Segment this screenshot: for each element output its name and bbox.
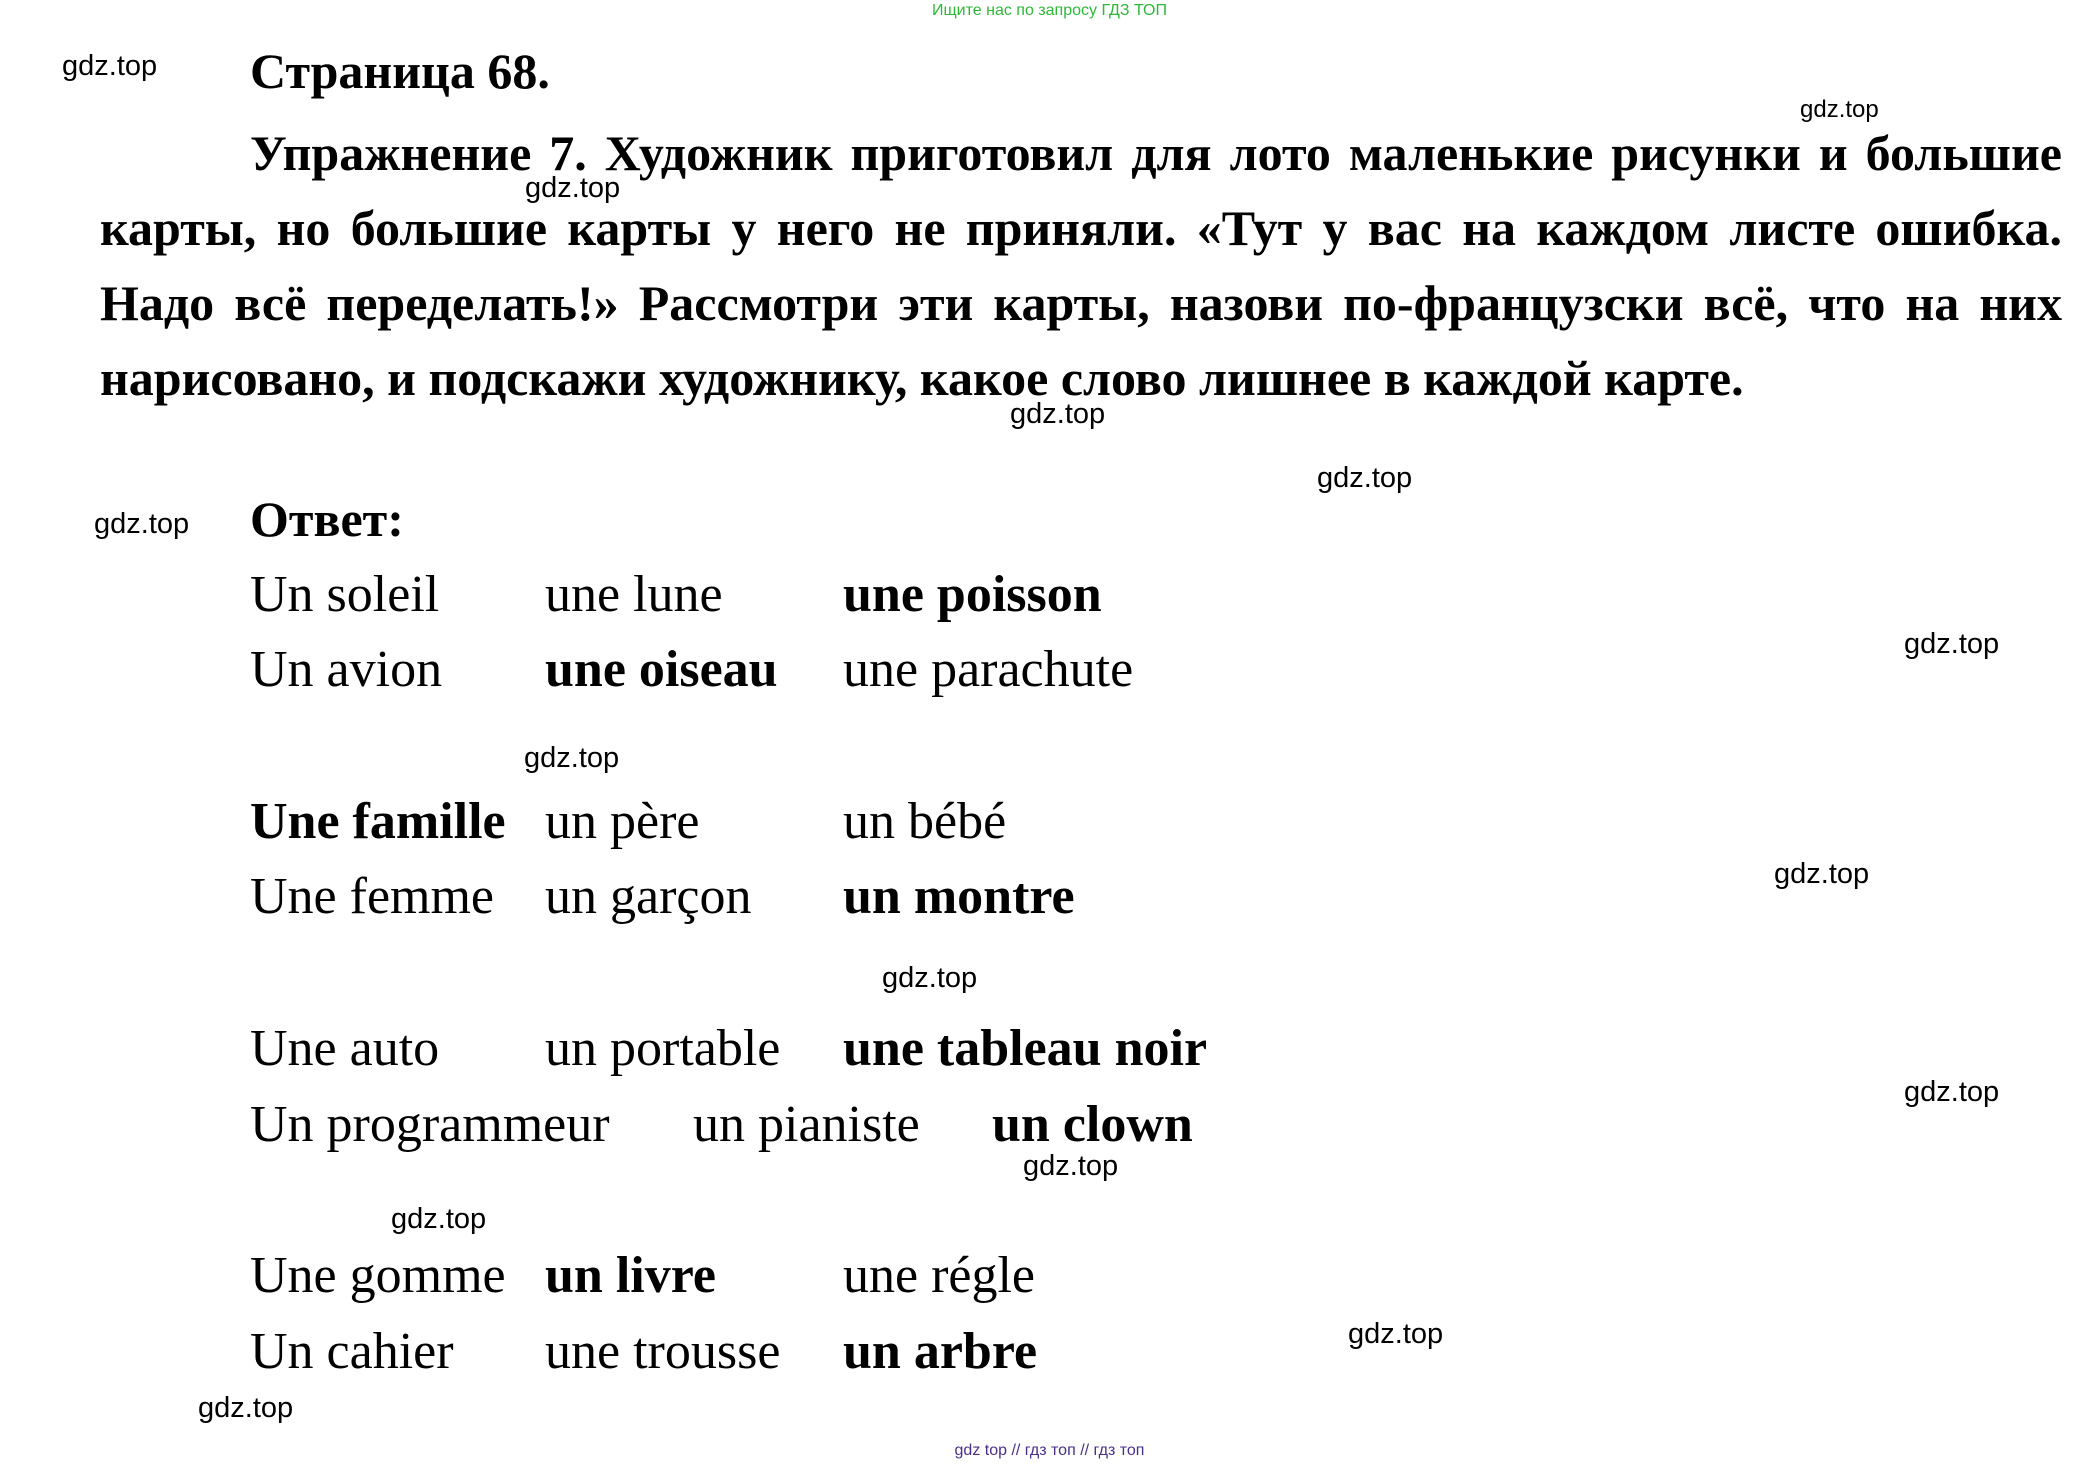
card-2-row-1-word-1-odd: Une famille <box>250 793 506 850</box>
card-1-row-1-word-2: une lune <box>545 566 723 623</box>
card-2-row-1-word-3: un bébé <box>843 793 1007 850</box>
card-2-row-2-word-1: Une femme <box>250 868 495 925</box>
watermark: gdz.top <box>1800 96 1879 123</box>
watermark: gdz.top <box>94 508 190 540</box>
card-1-row-1-word-3-odd: une poisson <box>843 566 1102 623</box>
page-title: Страница 68. <box>250 43 550 99</box>
card-3-row-1-word-2: un portable <box>545 1020 781 1077</box>
watermark: gdz.top <box>1904 1076 2000 1108</box>
card-2-row-2-word-2: un garçon <box>545 868 752 925</box>
card-3-row-1-word-1: Une auto <box>250 1020 440 1077</box>
card-1-row-2-word-1: Un avion <box>250 641 443 698</box>
card-2-row-1-word-2: un père <box>545 793 700 850</box>
card-4-row-2-word-2: une trousse <box>545 1323 781 1380</box>
watermark: gdz.top <box>525 172 621 204</box>
card-4-row-2-word-1: Un cahier <box>250 1323 454 1380</box>
watermark: gdz.top <box>391 1203 487 1235</box>
watermark: gdz.top <box>198 1392 294 1424</box>
card-4-row-1-word-3: une régle <box>843 1247 1036 1304</box>
watermark: gdz.top <box>1348 1318 1444 1350</box>
watermark: gdz.top <box>1317 462 1413 494</box>
task-text: Упражнение 7. Художник приготовил для лото маленькие рисунки и большие карты, но большие карты у него не приняли. «Тут у вас на каждом листе ошибка. Надо всё переделать!» Рассмотри эти карты, назови по-французски всё, что на них нарисовано, и подскажи художнику, какое слово лишнее в каждой карте. <box>100 125 2062 406</box>
bottom-banner: gdz top // гдз топ // гдз топ <box>954 1442 1145 1459</box>
card-4-row-2-word-3-odd: un arbre <box>843 1323 1038 1380</box>
top-banner: Ищите нас по запросу ГДЗ ТОП <box>932 2 1167 19</box>
watermark: gdz.top <box>1023 1150 1119 1182</box>
watermark: gdz.top <box>1010 398 1106 430</box>
card-4-row-1-word-2-odd: un livre <box>545 1247 716 1304</box>
card-3-row-2-word-2: un pianiste <box>693 1096 920 1153</box>
watermark: gdz.top <box>1904 628 2000 660</box>
card-3-row-1-word-3-odd: une tableau noir <box>843 1020 1208 1077</box>
answer-label: Ответ: <box>250 491 404 547</box>
card-1-row-2-word-2-odd: une oiseau <box>545 641 778 698</box>
card-3-row-2-word-3-odd: un clown <box>992 1096 1193 1153</box>
card-4-row-1-word-1: Une gomme <box>250 1247 506 1304</box>
watermark: gdz.top <box>62 50 158 82</box>
card-1-row-1-word-1: Un soleil <box>250 566 440 623</box>
watermark: gdz.top <box>524 742 620 774</box>
watermark: gdz.top <box>882 962 978 994</box>
card-3-row-2-word-1: Un programmeur <box>250 1096 610 1153</box>
card-1-row-2-word-3: une parachute <box>843 641 1134 698</box>
watermark: gdz.top <box>1774 858 1870 890</box>
card-2-row-2-word-3-odd: un montre <box>843 868 1075 925</box>
